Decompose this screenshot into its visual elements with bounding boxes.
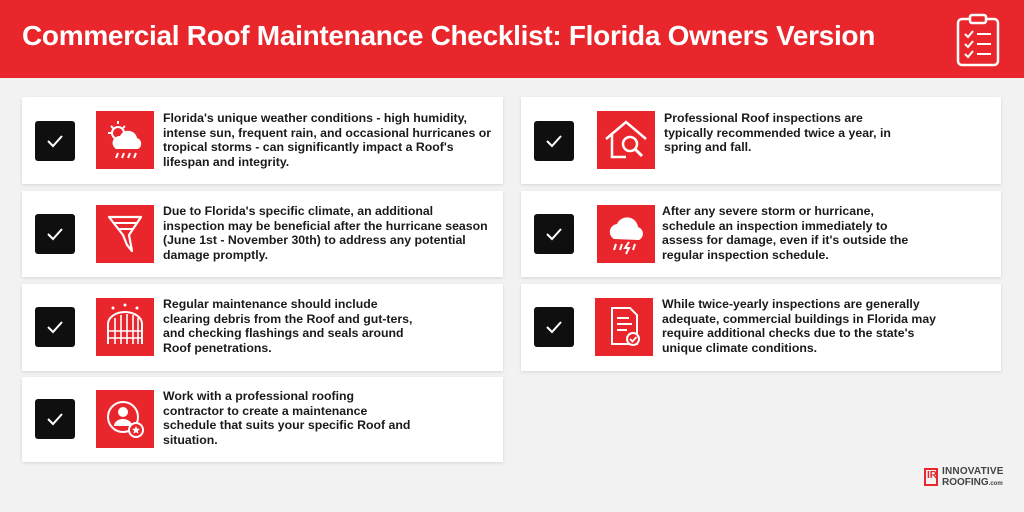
- roof-tiles-icon: [96, 298, 154, 356]
- house-search-icon: [597, 111, 655, 169]
- checklist-card: [22, 377, 503, 462]
- logo-mark-text: IR: [927, 470, 937, 481]
- contractor-badge-icon: [96, 390, 154, 448]
- checklist-item-text: After any severe storm or hurricane, schedule an inspection immediately to assess for damage, even if it's outside the regular inspection schedule.: [662, 204, 909, 262]
- checklist-item-text: Professional Roof inspections are typically recommended twice a year, in spring and fall.: [664, 111, 891, 154]
- checklist-item-text: Florida's unique weather conditions - high humidity, intense sun, frequent rain, and occasional hurricanes or tropical storms - can significantly impact a Roof's lifespan and integrity.: [163, 111, 491, 169]
- checkbox-checked-icon: [534, 214, 574, 254]
- checklist-card: [521, 284, 1001, 371]
- checkbox-checked-icon: [534, 121, 574, 161]
- clipboard-checklist-icon: [955, 12, 1001, 68]
- logo-wordmark-bottom: [942, 477, 1003, 488]
- checklist-card: [521, 191, 1001, 277]
- page-title: Commercial Roof Maintenance Checklist: Florida Owners Version: [22, 20, 876, 51]
- checkbox-checked-icon: [35, 214, 75, 254]
- checklist-item-text: Work with a professional roofing contractor to create a maintenance schedule that suits your specific Roof and situation.: [163, 389, 411, 447]
- checkbox-checked-icon: [35, 307, 75, 347]
- logo-mark: [924, 468, 938, 486]
- header-banner: [0, 0, 1024, 78]
- checklist-card: [22, 97, 503, 184]
- checklist-card: [22, 284, 503, 371]
- checkbox-checked-icon: [35, 399, 75, 439]
- checklist-item-text: Regular maintenance should include clearing debris from the Roof and gut-ters, and checking flashings and seals around Roof penetrations.: [163, 297, 413, 355]
- document-check-icon: [595, 298, 653, 356]
- checklist-card: [22, 191, 503, 277]
- checklist-item-text: While twice-yearly inspections are generally adequate, commercial buildings in Florida may require additional checks due to the state's unique climate conditions.: [662, 297, 937, 355]
- logo-wordmark-top: INNOVATIVE: [942, 466, 1004, 477]
- logo-domain-suffix: .com: [988, 481, 1003, 487]
- tornado-icon: [96, 205, 154, 263]
- checkbox-checked-icon: [534, 307, 574, 347]
- storm-cloud-icon: [597, 205, 655, 263]
- checklist-card: [521, 97, 1001, 184]
- logo-wordmark-bottom-text: ROOFING: [942, 477, 989, 488]
- checkbox-checked-icon: [35, 121, 75, 161]
- checklist-item-text: Due to Florida's specific climate, an additional inspection may be beneficial after the hurricane season (June 1st - November 30th) to address any potential damage promptly.: [163, 204, 488, 262]
- sun-cloud-rain-icon: [96, 111, 154, 169]
